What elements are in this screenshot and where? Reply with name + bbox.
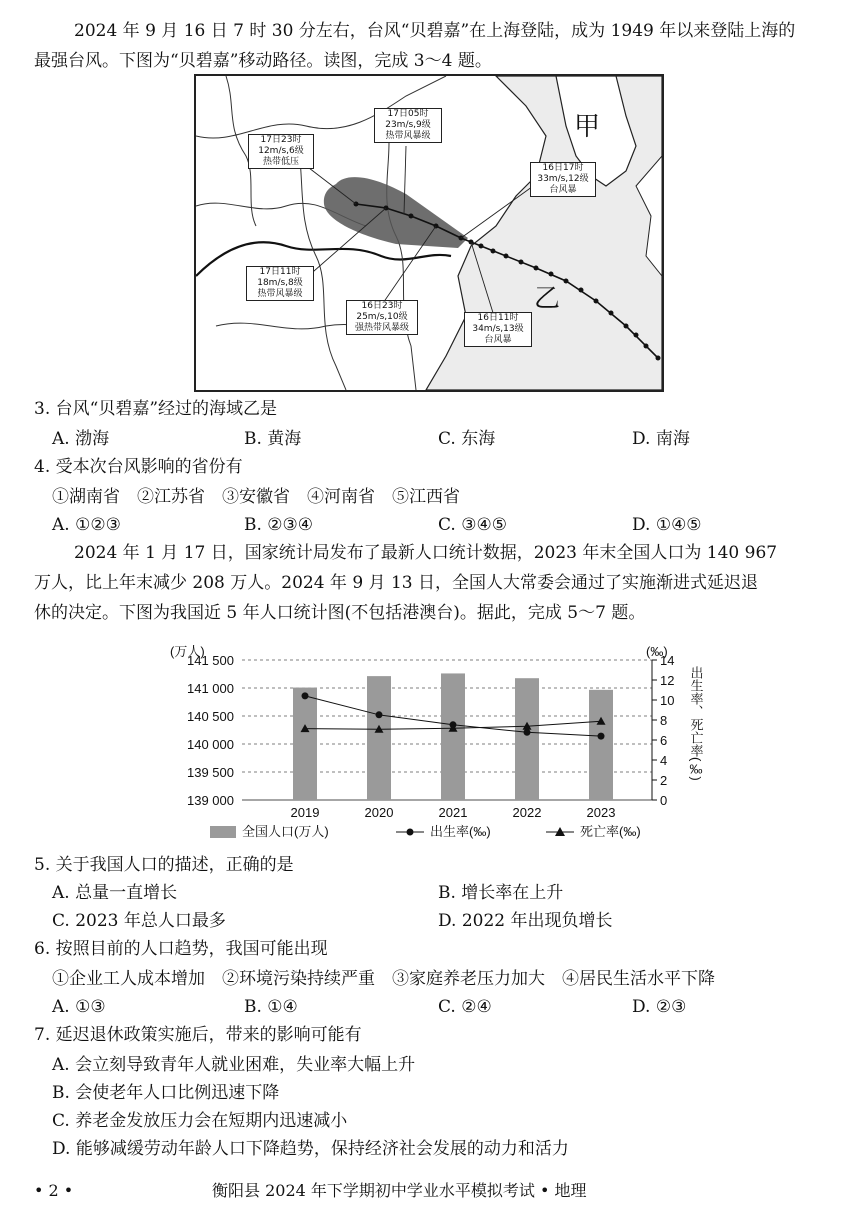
intro-line-2: 最强台风。下图为“贝碧嘉”移动路径。读图，完成 3～4 题。 xyxy=(34,51,492,71)
y-left-tick-label: 139 500 xyxy=(187,765,234,780)
y-right-tick-label: 2 xyxy=(660,773,668,788)
legend-label-birth: 出生率(‰) xyxy=(430,824,491,839)
y-right-tick-label: 0 xyxy=(660,793,668,808)
x-tick-label: 2023 xyxy=(586,805,616,820)
y-left-tick-label: 140 000 xyxy=(187,737,234,752)
q4-option-d[interactable]: D. ①④⑤ xyxy=(632,515,702,535)
intro-line-1: 2024 年 9 月 16 日 7 时 30 分左右，台风“贝碧嘉”在上海登陆，成为 1949 年以来登陆上海的 xyxy=(74,21,796,41)
population-chart-svg xyxy=(160,640,720,850)
sea-label-yi: 乙 xyxy=(534,284,561,314)
q7-option-b[interactable]: B. 会使老年人口比例迅速下降 xyxy=(52,1083,280,1103)
question-6-stem: 6. 按照目前的人口趋势，我国可能出现 xyxy=(34,939,328,959)
sea-label-jia: 甲 xyxy=(574,112,601,142)
q4-option-c[interactable]: C. ③④⑤ xyxy=(438,515,507,535)
y-right-tick-label: 12 xyxy=(660,673,675,688)
q4-items: ①湖南省 ②江苏省 ③安徽省 ④河南省 ⑤江西省 xyxy=(52,487,460,507)
legend-label-death: 死亡率(‰) xyxy=(580,824,641,839)
label-time: 17日11时 xyxy=(259,267,301,277)
intro2-line-2: 万人，比上年末减少 208 万人。2024 年 9 月 13 日，全国人大常委会通过了实施渐进式延迟退 xyxy=(34,573,758,593)
y-left-tick-label: 141 500 xyxy=(187,653,234,668)
population-bar xyxy=(441,673,465,800)
population-bar xyxy=(293,688,317,800)
exam-title-footer: 衡阳县 2024 年下学期初中学业水平模拟考试 • 地理 xyxy=(212,1181,587,1200)
question-4-stem: 4. 受本次台风影响的省份有 xyxy=(34,457,243,477)
label-wind: 23m/s,9级 xyxy=(385,120,431,130)
y-right-axis-label: 出生率、死亡率(‰) xyxy=(688,666,704,781)
border-line xyxy=(296,136,346,390)
page-number: • 2 • xyxy=(34,1181,74,1200)
x-tick-label: 2020 xyxy=(364,805,394,820)
q4-option-a[interactable]: A. ①②③ xyxy=(52,515,121,535)
q7-option-c[interactable]: C. 养老金发放压力会在短期内迅速减小 xyxy=(52,1111,348,1131)
birth-rate-point xyxy=(598,733,605,740)
label-grade: 台风暴 xyxy=(549,185,577,195)
label-grade: 热带风暴级 xyxy=(385,131,431,141)
population-bar xyxy=(589,690,613,800)
question-7-stem: 7. 延迟退休政策实施后，带来的影响可能有 xyxy=(34,1025,362,1045)
legend-swatch-population xyxy=(210,826,236,838)
population-bar xyxy=(367,676,391,800)
q3-option-b[interactable]: B. 黄海 xyxy=(244,429,302,449)
y-right-tick-label: 14 xyxy=(660,653,675,668)
y-right-tick-label: 10 xyxy=(660,693,675,708)
q5-option-a[interactable]: A. 总量一直增长 xyxy=(52,883,178,903)
label-wind: 34m/s,13级 xyxy=(472,324,524,334)
label-wind: 25m/s,10级 xyxy=(356,312,408,322)
q7-option-a[interactable]: A. 会立刻导致青年人就业困难，失业率大幅上升 xyxy=(52,1055,416,1075)
label-grade: 台风暴 xyxy=(484,335,512,345)
q5-option-c[interactable]: C. 2023 年总人口最多 xyxy=(52,911,226,931)
track-point-label xyxy=(246,266,314,301)
x-tick-label: 2021 xyxy=(438,805,468,820)
y-right-tick-label: 8 xyxy=(660,713,668,728)
track-point-label xyxy=(346,300,418,335)
label-time: 17日23时 xyxy=(260,135,302,145)
population-chart xyxy=(160,640,720,850)
question-3-stem: 3. 台风“贝碧嘉”经过的海域乙是 xyxy=(34,399,278,419)
track-point-label xyxy=(530,162,596,197)
q3-option-a[interactable]: A. 渤海 xyxy=(52,429,110,449)
track-point-label xyxy=(374,108,442,143)
label-time: 16日17时 xyxy=(542,163,584,173)
population-bar xyxy=(515,678,539,800)
birth-rate-point xyxy=(302,692,309,699)
birth-rate-point xyxy=(524,729,531,736)
y-right-tick-label: 6 xyxy=(660,733,668,748)
legend-label-population: 全国人口(万人) xyxy=(242,824,329,839)
y-left-tick-label: 140 500 xyxy=(187,709,234,724)
label-wind: 18m/s,8级 xyxy=(257,278,303,288)
x-tick-label: 2019 xyxy=(290,805,320,820)
track-point-label xyxy=(248,134,314,169)
y-right-tick-label: 4 xyxy=(660,753,668,768)
x-tick-label: 2022 xyxy=(512,805,542,820)
q6-items: ①企业工人成本增加 ②环境污染持续严重 ③家庭养老压力加大 ④居民生活水平下降 xyxy=(52,969,715,989)
q6-option-d[interactable]: D. ②③ xyxy=(632,997,687,1017)
y-right-unit-label: (‰) xyxy=(646,644,668,659)
y-left-tick-label: 141 000 xyxy=(187,681,234,696)
label-grade: 热带风暴级 xyxy=(257,289,303,299)
label-wind: 12m/s,6级 xyxy=(258,146,304,156)
label-time: 16日11时 xyxy=(477,313,519,323)
wind-circle-area xyxy=(324,177,468,248)
intro2-line-1: 2024 年 1 月 17 日，国家统计局发布了最新人口统计数据，2023 年末全国人口为 140 967 xyxy=(74,543,778,563)
question-5-stem: 5. 关于我国人口的描述，正确的是 xyxy=(34,855,294,875)
label-time: 16日23时 xyxy=(361,301,403,311)
q5-option-b[interactable]: B. 增长率在上升 xyxy=(438,883,564,903)
q7-option-d[interactable]: D. 能够减缓劳动年龄人口下降趋势，保持经济社会发展的动力和活力 xyxy=(52,1139,569,1159)
track-point-label xyxy=(464,312,532,347)
y-left-unit-label: (万人) xyxy=(170,644,205,659)
q6-option-b[interactable]: B. ①④ xyxy=(244,997,298,1017)
q3-option-d[interactable]: D. 南海 xyxy=(632,429,690,449)
label-grade: 热带低压 xyxy=(262,157,299,167)
label-time: 17日05时 xyxy=(387,109,429,119)
border-line xyxy=(386,116,416,390)
q4-option-b[interactable]: B. ②③④ xyxy=(244,515,314,535)
legend-marker-birth xyxy=(407,829,414,836)
birth-rate-point xyxy=(376,711,383,718)
typhoon-track-map xyxy=(194,74,664,392)
label-grade: 强热带风暴级 xyxy=(354,323,409,333)
q6-option-a[interactable]: A. ①③ xyxy=(52,997,106,1017)
q3-option-c[interactable]: C. 东海 xyxy=(438,429,496,449)
q5-option-d[interactable]: D. 2022 年出现负增长 xyxy=(438,911,613,931)
intro2-line-3: 休的决定。下图为我国近 5 年人口统计图(不包括港澳台)。据此，完成 5～7 题。 xyxy=(34,603,646,623)
q6-option-c[interactable]: C. ②④ xyxy=(438,997,492,1017)
label-wind: 33m/s,12级 xyxy=(537,174,589,184)
y-left-tick-label: 139 000 xyxy=(187,793,234,808)
